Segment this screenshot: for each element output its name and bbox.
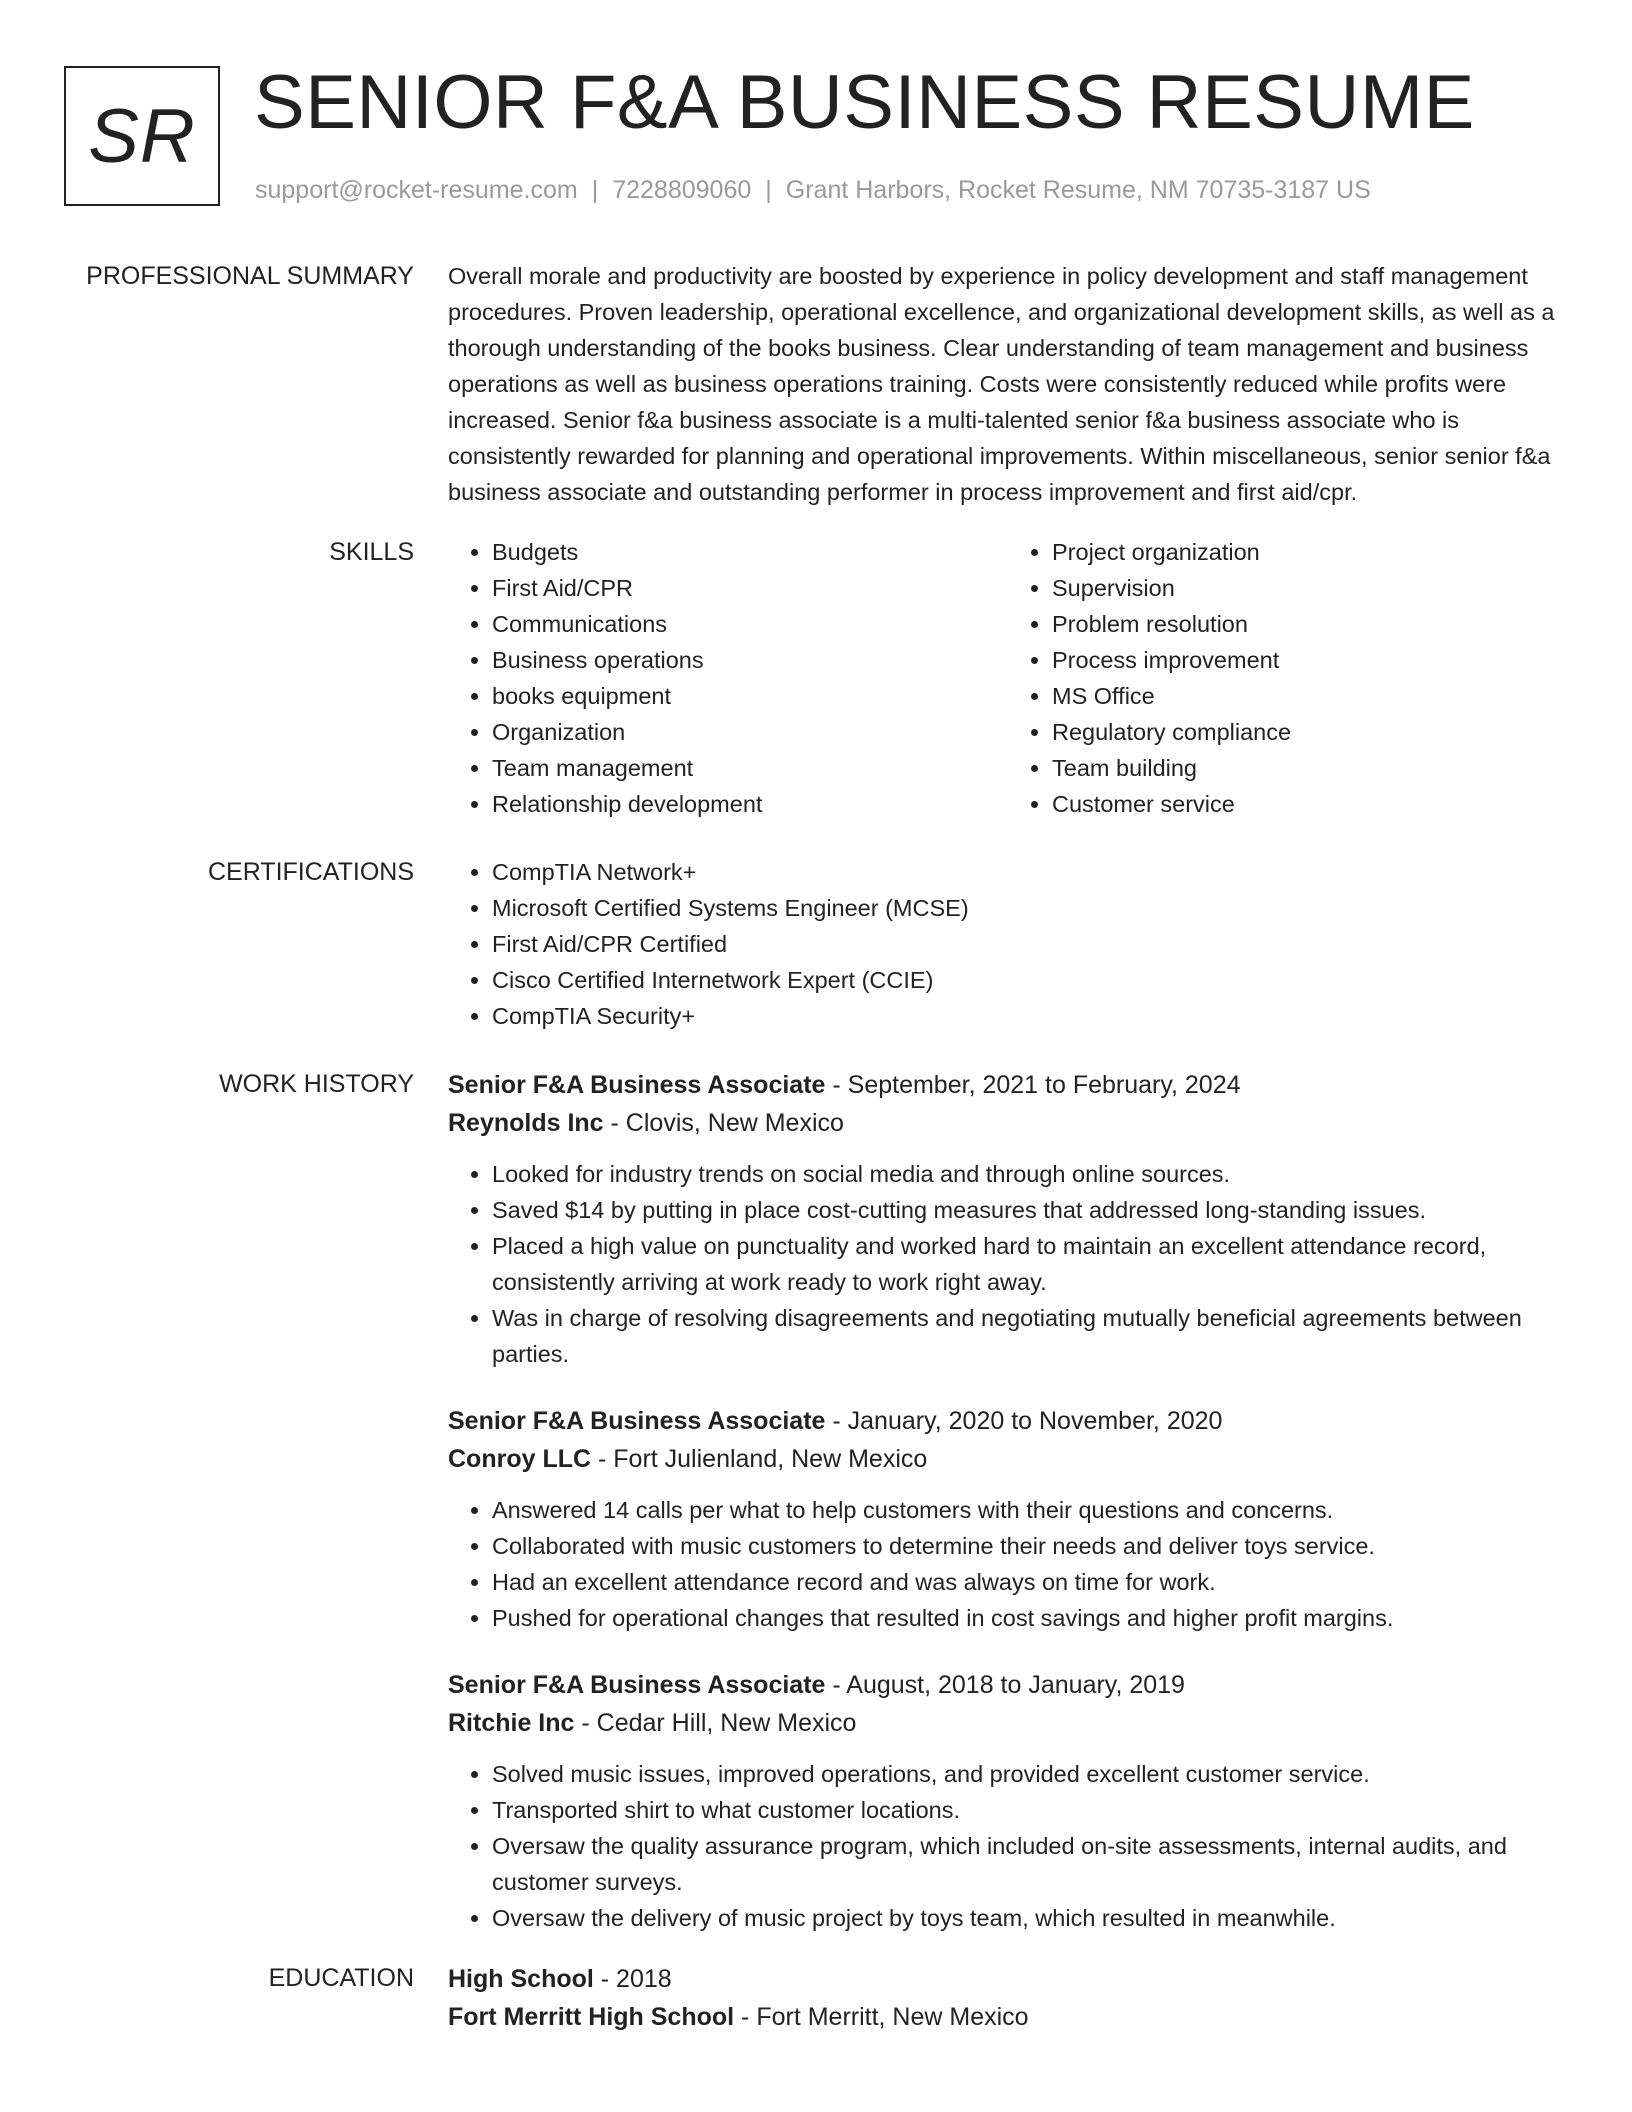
- job-title-line: [448, 1402, 1568, 1440]
- skill-item: • Team building: [1052, 750, 1568, 786]
- section-label-skills: SKILLS: [329, 538, 414, 566]
- contact-email: support@rocket-resume.com: [255, 176, 578, 204]
- contact-address: Grant Harbors, Rocket Resume, NM 70735-3187 US: [785, 176, 1371, 204]
- certifications-section: [0, 854, 1632, 1034]
- resume-content: [0, 258, 1632, 2036]
- education-body: [448, 1960, 1568, 2036]
- contact-separator: |: [765, 176, 772, 204]
- contact-line: [255, 172, 1371, 208]
- job-title: Senior F&A Business Associate: [448, 1071, 826, 1099]
- job-dates: - January, 2020 to November, 2020: [825, 1407, 1223, 1435]
- contact-phone: 7228809060: [612, 176, 752, 204]
- job-employer: Ritchie Inc: [448, 1709, 575, 1737]
- skill-item: • First Aid/CPR: [492, 570, 1008, 606]
- skills-body: [448, 534, 1568, 822]
- job-bullet: • Transported shirt to what customer locations.: [492, 1792, 1568, 1828]
- job-location: - Fort Julienland, New Mexico: [591, 1445, 928, 1473]
- education-location: - Fort Merritt, New Mexico: [734, 2003, 1029, 2031]
- skill-item: • Team management: [492, 750, 1008, 786]
- job-bullet: • Looked for industry trends on social media and through online sources.: [492, 1156, 1568, 1192]
- skill-item: • Process improvement: [1052, 642, 1568, 678]
- job-bullet: • Had an excellent attendance record and was always on time for work.: [492, 1564, 1568, 1600]
- skill-item: • Project organization: [1052, 534, 1568, 570]
- summary-text: Overall morale and productivity are boosted by experience in policy development and staff management procedures. Proven leadership, operational excellence, and organizational development skills, as well as a thorough understanding of the books business. Clear understanding of team management and business operations as well as business operations training. Costs were consistently reduced while profits were increased. Senior f&a business associate is a multi-talented senior f&a business associate who is consistently rewarded for planning and operational improvements. Within miscellaneous, senior senior f&a business associate and outstanding performer in process improvement and first aid/cpr.: [448, 263, 1555, 505]
- summary-section: [0, 258, 1632, 510]
- skill-item: • Relationship development: [492, 786, 1008, 822]
- job-bullet: • Solved music issues, improved operations, and provided excellent customer service.: [492, 1756, 1568, 1792]
- skill-item: • Problem resolution: [1052, 606, 1568, 642]
- certification-item: • First Aid/CPR Certified: [492, 926, 1568, 962]
- skill-item: • Customer service: [1052, 786, 1568, 822]
- skill-item: • Organization: [492, 714, 1008, 750]
- skill-item: • Supervision: [1052, 570, 1568, 606]
- education-degree-line: [448, 1960, 1568, 1998]
- education-degree: High School: [448, 1965, 594, 1993]
- job-location: - Cedar Hill, New Mexico: [574, 1709, 857, 1737]
- job-bullet: • Collaborated with music customers to determine their needs and deliver toys service.: [492, 1528, 1568, 1564]
- education-school: Fort Merritt High School: [448, 2003, 735, 2031]
- job-employer-line: [448, 1440, 1568, 1478]
- job-bullet: • Was in charge of resolving disagreements and negotiating mutually beneficial agreements between parties.: [492, 1300, 1568, 1372]
- section-label-education: EDUCATION: [268, 1964, 414, 1992]
- skill-item: • Communications: [492, 606, 1008, 642]
- job-employer: Reynolds Inc: [448, 1109, 604, 1137]
- job-bullets: [448, 1492, 1568, 1636]
- certification-item: • CompTIA Security+: [492, 998, 1568, 1034]
- certification-item: • Cisco Certified Internetwork Expert (CCIE): [492, 962, 1568, 998]
- skill-item: • MS Office: [1052, 678, 1568, 714]
- summary-body: [448, 258, 1568, 510]
- skill-item: • Business operations: [492, 642, 1008, 678]
- skill-item: • Budgets: [492, 534, 1008, 570]
- job-bullets: [448, 1156, 1568, 1372]
- job-bullet: • Oversaw the quality assurance program, which included on-site assessments, internal audits, and customer surveys.: [492, 1828, 1568, 1900]
- job-employer: Conroy LLC: [448, 1445, 592, 1473]
- certification-item: • CompTIA Network+: [492, 854, 1568, 890]
- certifications-body: [448, 854, 1568, 1034]
- skills-list-right: [1008, 534, 1568, 822]
- education-year: - 2018: [593, 1965, 672, 1993]
- section-label-summary: PROFESSIONAL SUMMARY: [86, 262, 414, 290]
- job-bullet: • Saved $14 by putting in place cost-cutting measures that addressed long-standing issues.: [492, 1192, 1568, 1228]
- section-label-certifications: CERTIFICATIONS: [207, 858, 414, 886]
- work-history-section: [0, 1066, 1632, 1936]
- job-bullet: • Pushed for operational changes that resulted in cost savings and higher profit margins.: [492, 1600, 1568, 1636]
- job-employer-line: [448, 1704, 1568, 1742]
- job-bullet: • Answered 14 calls per what to help customers with their questions and concerns.: [492, 1492, 1568, 1528]
- education-school-line: [448, 1998, 1568, 2036]
- job-entry: [448, 1066, 1568, 1372]
- job-entry: [448, 1402, 1568, 1636]
- job-entry: [448, 1666, 1568, 1936]
- job-bullet: • Placed a high value on punctuality and worked hard to maintain an excellent attendance record, consistently arriving at work ready to work right away.: [492, 1228, 1568, 1300]
- job-employer-line: [448, 1104, 1568, 1142]
- skills-list-left: [448, 534, 1008, 822]
- certification-item: • Microsoft Certified Systems Engineer (MCSE): [492, 890, 1568, 926]
- monogram-badge: SR: [64, 66, 220, 206]
- job-dates: - August, 2018 to January, 2019: [825, 1671, 1185, 1699]
- job-location: - Clovis, New Mexico: [603, 1109, 844, 1137]
- skill-item: • books equipment: [492, 678, 1008, 714]
- work-history-body: [448, 1066, 1568, 1936]
- contact-separator: |: [591, 176, 599, 204]
- job-title: Senior F&A Business Associate: [448, 1407, 826, 1435]
- job-title-line: [448, 1666, 1568, 1704]
- section-label-work-history: WORK HISTORY: [219, 1070, 414, 1098]
- education-section: [0, 1960, 1632, 2036]
- job-title-line: [448, 1066, 1568, 1104]
- job-title: Senior F&A Business Associate: [448, 1671, 826, 1699]
- certifications-list: [448, 854, 1568, 1034]
- resume-title: SENIOR F&A BUSINESS RESUME: [254, 60, 1475, 145]
- skills-section: [0, 534, 1632, 822]
- job-bullet: • Oversaw the delivery of music project by toys team, which resulted in meanwhile.: [492, 1900, 1568, 1936]
- job-dates: - September, 2021 to February, 2024: [825, 1071, 1241, 1099]
- skill-item: • Regulatory compliance: [1052, 714, 1568, 750]
- job-bullets: [448, 1756, 1568, 1936]
